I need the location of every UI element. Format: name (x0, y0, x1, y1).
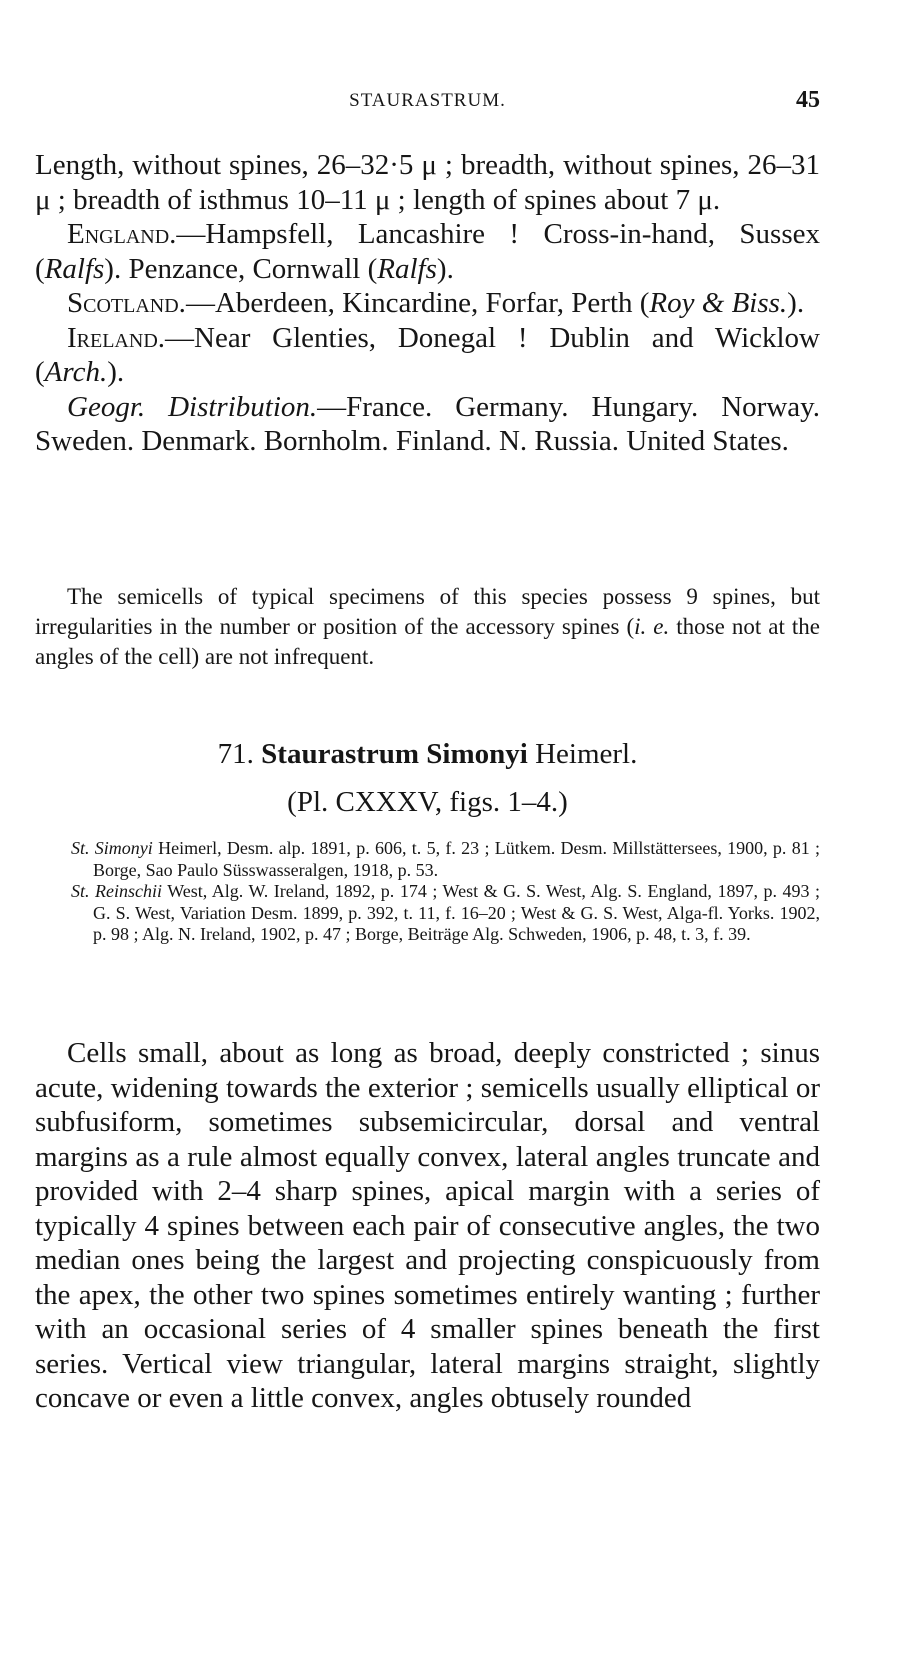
species-author: Heimerl. (535, 738, 638, 770)
distribution-label: Geogr. Distribution. (67, 390, 318, 423)
species-name: Staurastrum Simonyi (261, 738, 528, 770)
england-label: England. (67, 218, 177, 250)
species-number: 71. (217, 738, 254, 770)
running-head (35, 87, 820, 120)
scotland-paragraph: Scotland.—Aberdeen, Kincardine, Forfar, Perth (Roy & Biss.). (67, 287, 805, 319)
reference-entry: St. Simonyi Heimerl, Desm. alp. 1891, p. 606, t. 5, f. 23 ; Lütkem. Desm. Millstättersees, 1900, p. 81 ; Borge, Sao Paulo Süsswasseralgen, 1918, p. 53. (71, 838, 820, 880)
description-paragraph: Cells small, about as long as broad, deeply constricted ; sinus acute, widening towards the exterior ; semicells usually elliptical or subfusiform, sometimes subsemicircular, dorsal and ventral margins as a rule almost equally convex, lateral angles truncate and provided with 2–4 sharp spines, apical margin with a series of typically 4 spines between each pair of consecutive angles, the two median ones being the largest and projecting conspicuously from the apex, the other two spines sometimes entirely wanting ; further with an occasional series of 4 smaller spines beneath the first series. Vertical view triangular, lateral margins straight, slightly concave or even a little convex, angles obtusely rounded (35, 1037, 820, 1414)
synonymy-references (35, 838, 820, 946)
distribution-paragraph: Geogr. Distribution.—France. Germany. Hungary. Norway. Sweden. Denmark. Bornholm. Finland. N. Russia. United States. (35, 390, 821, 457)
plate-reference: (Pl. CXXXV, figs. 1–4.) (287, 786, 568, 818)
page-number: 45 (796, 87, 820, 113)
ireland-label: Ireland. (67, 321, 166, 354)
measurements-paragraph: Length, without spines, 26–32·5 μ ; breadth, without spines, 26–31 μ ; breadth of isthmus 10–11 μ ; length of spines about 7 μ. (35, 149, 820, 216)
england-paragraph: England.—Hampsfell, Lancashire ! Cross-in-hand, Sussex (Ralfs). Penzance, Cornwall (Ralfs). (35, 218, 820, 285)
species-heading (35, 738, 820, 771)
ireland-paragraph: Ireland.—Near Glenties, Donegal ! Dublin and Wicklow (Arch.). (35, 321, 820, 388)
distribution-section (35, 148, 820, 459)
running-title: STAURASTRUM. (349, 90, 506, 111)
reference-entry: St. Reinschii West, Alg. W. Ireland, 1892, p. 174 ; West & G. S. West, Alg. S. England, 1897, p. 493 ; G. S. West, Variation Desm. 1899, p. 392, t. 11, f. 16–20 ; West & G. S. West, Alga-fl. Yorks. 1902, p. 98 ; Alg. N. Ireland, 1902, p. 47 ; Borge, Beiträge Alg. Schweden, 1906, p. 48, t. 3, f. 39. (71, 881, 820, 944)
note-paragraph: The semicells of typical specimens of this species possess 9 spines, but irregularities in the number or position of the accessory spines (i. e. those not at the angles of the cell) are not infrequent. (35, 584, 821, 669)
scotland-label: Scotland. (67, 287, 186, 319)
